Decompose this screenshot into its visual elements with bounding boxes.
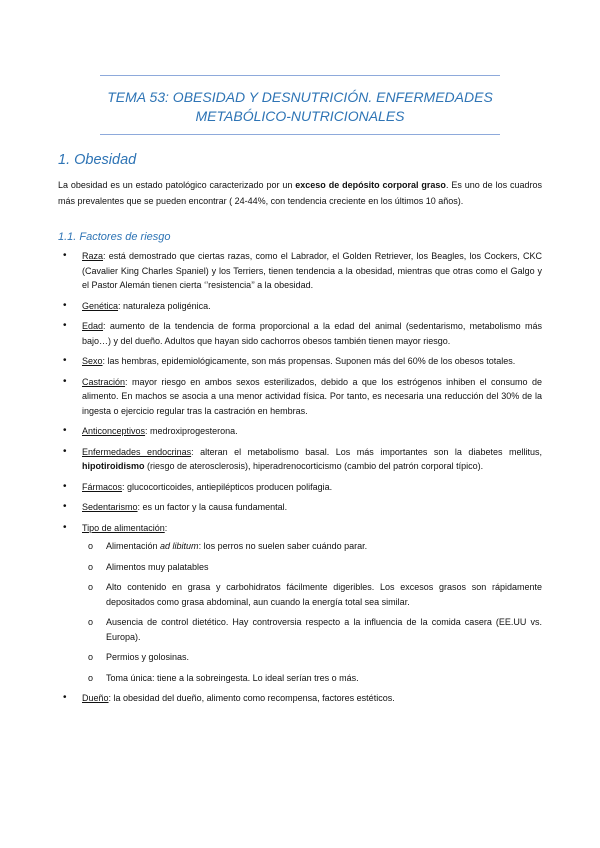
- title-line-2: METABÓLICO-NUTRICIONALES: [195, 108, 405, 124]
- sub-3-text: Ausencia de control dietético. Hay controversia respecto a la influencia de la comida casera (EE.UU vs. Europa).: [106, 617, 542, 642]
- text-anticonceptivos: : medroxiprogesterona.: [145, 426, 238, 436]
- intro-text: La obesidad es un estado patológico caracterizado por un: [58, 180, 296, 190]
- term-castracion: Castración: [82, 376, 126, 387]
- sub-0-text: : los perros no suelen saber cuándo parar.: [198, 541, 368, 551]
- list-item-edad: [58, 319, 542, 348]
- alimentacion-sublist: [82, 539, 542, 685]
- list-item-farmacos: [58, 480, 542, 495]
- sublist-item-toma-unica: [82, 671, 542, 686]
- term-enfermedades-endocrinas: Enfermedades endocrinas: [82, 446, 192, 457]
- sublist-item-control-dietetico: [82, 615, 542, 644]
- text-dueno: : la obesidad del dueño, alimento como recompensa, factores estéticos.: [108, 693, 395, 703]
- term-tipo-alimentacion: Tipo de alimentación: [82, 522, 165, 533]
- text-endocrinas-bold: hipotiroidismo: [82, 461, 145, 471]
- sub-5-text: Toma única: tiene a la sobreingesta. Lo ideal serían tres o más.: [106, 672, 359, 683]
- sub-0-italic: ad libitum: [160, 541, 199, 551]
- list-item-dueno: [58, 691, 542, 706]
- subsection-heading-factores: 1.1. Factores de riesgo: [58, 231, 171, 243]
- sub-2-text: Alto contenido en grasa y carbohidratos fácilmente digeribles. Los excesos grasos son rápidamente depositados como grasa abdominal, aun cuando la energía total sea similar.: [106, 582, 542, 607]
- term-sedentarismo: Sedentarismo: [82, 502, 138, 512]
- title-line-1: TEMA 53: OBESIDAD Y DESNUTRICIÓN. ENFERMEDADES: [107, 89, 493, 105]
- list-item-tipo-alimentacion: [58, 521, 542, 686]
- text-endocrinas-a: : alteran el metabolismo basal. Los más importantes son la diabetes mellitus,: [191, 446, 542, 457]
- list-item-castracion: [58, 375, 542, 419]
- sub-4-text: Permios y golosinas.: [106, 652, 190, 662]
- text-endocrinas-b: (riesgo de aterosclerosis), hiperadrenocorticismo (cambio del patrón corporal típico).: [144, 461, 484, 471]
- term-farmacos: Fármacos: [82, 481, 123, 492]
- intro-rest: . Es uno de los cuadros más prevalentes que se pueden encontrar ( 24-44%, con tendencia creciente en los últimos 10 años).: [58, 180, 542, 206]
- term-sexo: Sexo: [82, 356, 103, 366]
- sub-1-text: Alimentos muy palatables: [106, 561, 209, 572]
- intro-bold: exceso de depósito corporal graso: [295, 180, 446, 190]
- text-raza: : está demostrado que ciertas razas, como el Labrador, el Golden Retriever, los Beagles, los Cockers, CKC (Cavalier King Charles Spaniel) y los Terriers, tienen tendencia a la obesidad, mientras que otras como el Galgo y el Pastor Alemán tienen cierta ‘’resistencia’’ a la obesidad.: [82, 251, 542, 290]
- page-title: [60, 88, 540, 126]
- text-castracion: : mayor riesgo en ambos sexos esterilizados, debido a que los estrógenos inhiben el consumo de alimento. En machos se asocia a una menor actividad física. Por tanto, es necesaria una reducción del 30% de la ingesta o ejercicio regular tras la castración en hembras.: [82, 376, 542, 416]
- term-dueno: Dueño: [82, 693, 109, 703]
- text-tipo-alimentacion: :: [164, 522, 168, 533]
- list-item-genetica: [58, 299, 542, 314]
- intro-paragraph: [58, 177, 542, 209]
- list-item-sexo: [58, 354, 542, 369]
- sub-0-prefix: Alimentación: [106, 541, 161, 551]
- text-edad: : aumento de la tendencia de forma proporcional a la edad del animal (sedentarismo, metabolismo más bajo…) y del dueño. Adultos que hayan sido cachorros obesos también tienen mayor riesgo.: [82, 321, 542, 346]
- text-farmacos: : glucocorticoides, antiepilépticos producen polifagia.: [122, 481, 333, 492]
- text-genetica: : naturaleza poligénica.: [118, 300, 211, 311]
- top-rule: [100, 75, 500, 76]
- risk-factor-list: [58, 249, 542, 712]
- section-heading-obesidad: 1. Obesidad: [58, 152, 137, 168]
- list-item-sedentarismo: [58, 500, 542, 515]
- sublist-item-palatables: [82, 560, 542, 575]
- sublist-item-ad-libitum: [82, 539, 542, 554]
- list-item-raza: [58, 249, 542, 293]
- term-edad: Edad: [82, 321, 104, 331]
- term-genetica: Genética: [82, 300, 119, 311]
- term-raza: Raza: [82, 251, 104, 261]
- text-sexo: : las hembras, epidemiológicamente, son más propensas. Suponen más del 60% de los obesos totales.: [102, 356, 516, 366]
- sublist-item-premios: [82, 650, 542, 665]
- sublist-item-grasa: [82, 580, 542, 609]
- text-sedentarismo: : es un factor y la causa fundamental.: [137, 502, 288, 512]
- term-anticonceptivos: Anticonceptivos: [82, 426, 146, 436]
- list-item-anticonceptivos: [58, 424, 542, 439]
- bottom-rule: [100, 134, 500, 135]
- list-item-enfermedades-endocrinas: [58, 445, 542, 474]
